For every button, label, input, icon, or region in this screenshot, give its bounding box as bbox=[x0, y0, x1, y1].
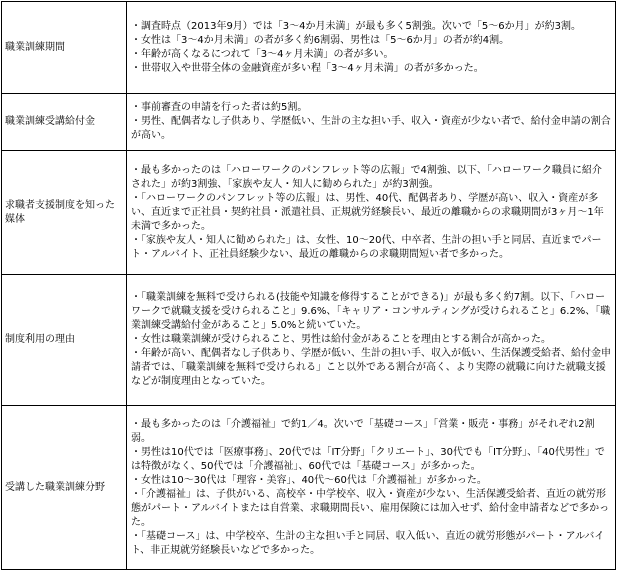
row-label: 求職者支援制度を知った媒体 bbox=[2, 151, 127, 275]
row-content bbox=[127, 275, 616, 406]
table-row bbox=[2, 275, 616, 406]
table-row bbox=[2, 406, 616, 570]
row-label: 職業訓練受講給付金 bbox=[2, 94, 127, 151]
row-content bbox=[127, 151, 616, 275]
content-line: ・最も多かったのは「ハローワークのパンフレット等の広報」で4割強、以下、「ハローワーク職員に紹介された」が約3割強、「家族や友人・知人に勧められた」が約3割強。 bbox=[131, 164, 602, 190]
row-content bbox=[127, 2, 616, 94]
content-line: ・年齢が高い、配偶者なし子供あり、学歴が低い、生計の担い手、収入が低い、生活保護受給者、給付金申請者では、「職業訓練を無料で受けられる」こと以外である割合が高く、より実際の就職に向けた就職支援などが制度理由となっていた。 bbox=[131, 348, 611, 387]
content-line: ・女性は10～30代は「理容・美容」、40代～60代は「介護福祉」が多かった。 bbox=[131, 474, 487, 486]
content-line: ・最も多かったのは「介護福祉」で約1／4。次いで「基礎コース」「営業・販売・事務」がそれぞれ2割弱。 bbox=[131, 418, 595, 444]
content-line: ・「基礎コース」は、中学校卒、生計の主な担い手と同居、収入低い、直近の就労形態がパート・アルバイト、非正規就労経験長いなどで多かった。 bbox=[131, 530, 605, 556]
content-line: ・事前審査の申請を行った者は約5割。 bbox=[131, 102, 308, 113]
content-line: ・「ハローワークのパンフレット等の広報」は、男性、40代、配偶者あり、学歴が高い、収入・資産が多い、直近まで正社員・契約社員・派遣社員、正規就労経験長い、最近の離職からの求職期間が3ヶ月～1年未満で多かった。 bbox=[131, 192, 604, 232]
row-label: 受講した職業訓練分野 bbox=[2, 406, 127, 570]
summary-table bbox=[1, 1, 616, 570]
table-row bbox=[2, 151, 616, 275]
content-line: ・女性は職業訓練が受けられること、男性は給付金があることを理由とする割合が高かった。 bbox=[131, 334, 551, 345]
table-row bbox=[2, 94, 616, 151]
row-content bbox=[127, 94, 616, 151]
content-line: ・年齢が高くなるにつれて「3～4ヶ月未満」の者が多い。 bbox=[131, 48, 394, 60]
content-line: ・世帯収入や世帯全体の金融資産が多い程「3～4ヶ月未満」の者が多かった。 bbox=[131, 62, 484, 74]
content-line: ・男性、配偶者なし子供あり、学歴低い、生計の主な担い手、収入・資産が少ない者で、給付金申請の割合が高い。 bbox=[131, 116, 611, 141]
content-line: ・女性は「3～4か月未満」の者が多く約6割弱、男性は「5～6か月」の者が約4割。 bbox=[131, 34, 510, 46]
content-line: ・「介護福祉」は、子供がいる、高校卒・中学校卒、収入・資産が少ない、生活保護受給者、直近の就労形態がパート・アルバイトまたは自営業、求職期間長い、雇用保険には加入せず、給付金申請者などで多かった。 bbox=[131, 488, 610, 528]
row-label: 制度利用の理由 bbox=[2, 275, 127, 406]
row-label: 職業訓練期間 bbox=[2, 2, 127, 94]
table-row bbox=[2, 2, 616, 94]
content-line: ・「家族や友人・知人に勧められた」は、女性、10～20代、中卒者、生計の担い手と同居、直近までパート・アルバイト、正社員経験少ない、最近の離職からの求職期間短い者で多かった。 bbox=[131, 234, 602, 260]
table-body bbox=[2, 2, 616, 570]
content-line: ・「職業訓練を無料で受けられる(技能や知識を修得することができる)」が最も多く約7割。以下、「ハローワークで就職支援を受けられること」9.6%、「キャリア・コンサルティングが受けられること」6.2%、「職業訓練受講給付金があること」5.0%と続いていた。 bbox=[131, 292, 611, 331]
content-line: ・調査時点（2013年9月）では「3～4か月未満」が最も多く5割強。次いで「5～6か月」が約3割。 bbox=[131, 20, 581, 32]
row-content bbox=[127, 406, 616, 570]
content-line: ・男性は10代では「医療事務」、20代では「IT分野」「クリエート」、30代でも「IT分野」、「40代男性」では特徴がなく、50代では「介護福祉」、60代では「基礎コース」が多かった。 bbox=[131, 446, 605, 472]
